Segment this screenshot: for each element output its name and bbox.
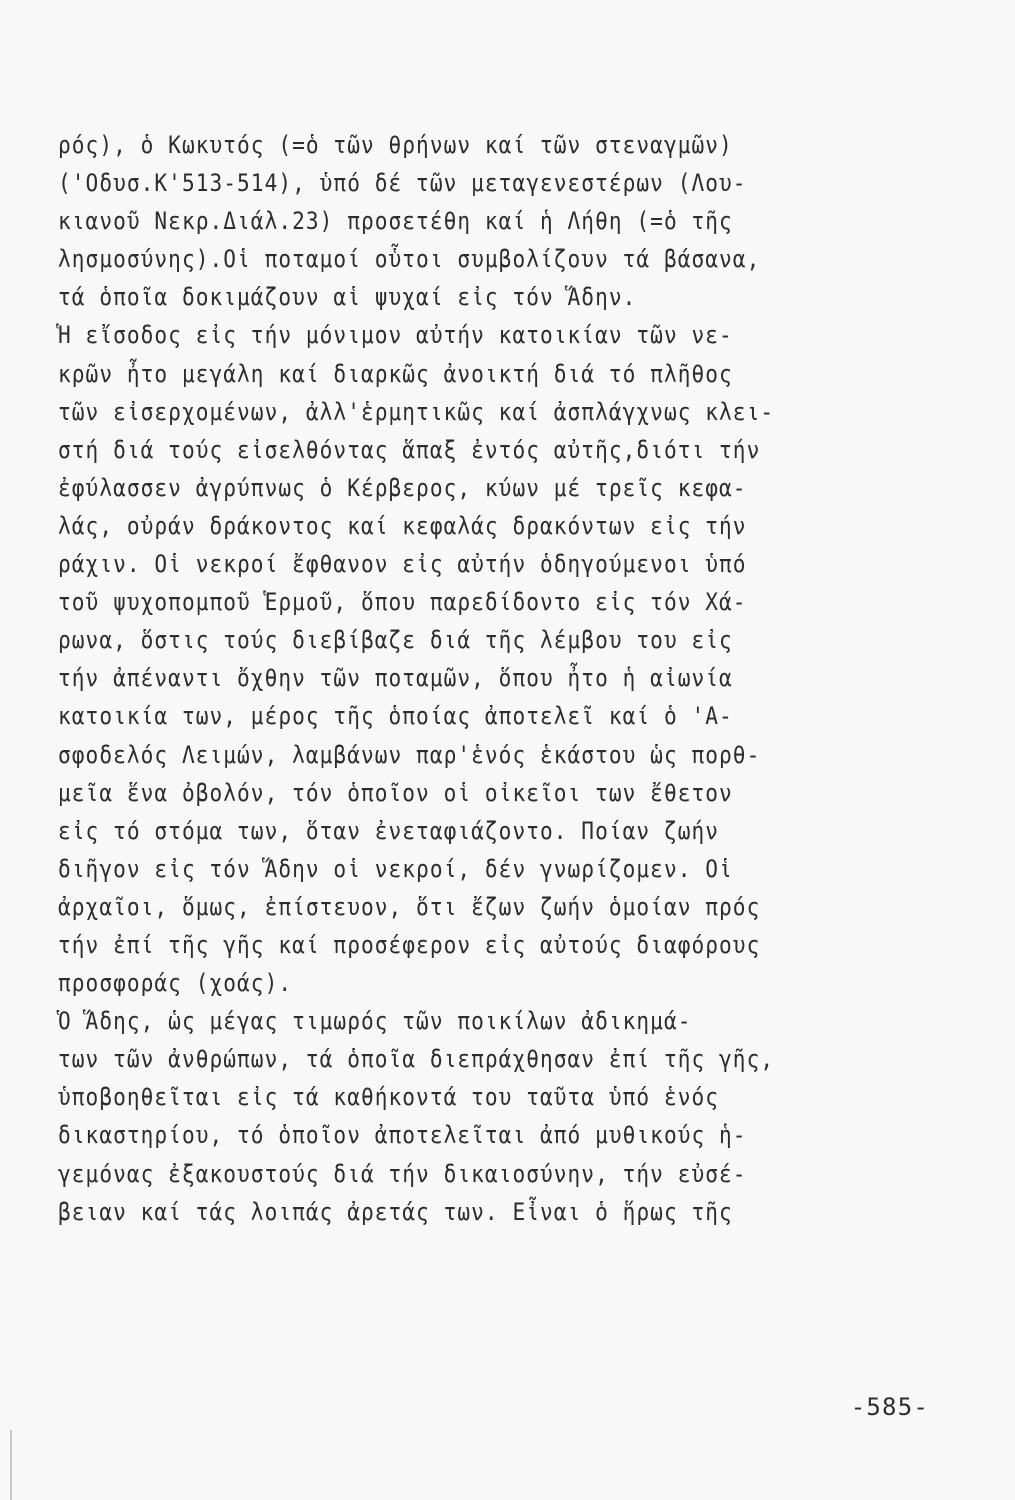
text-line: ἐφύλασσεν ἀγρύπνως ὁ Κέρβερος, κύων μέ τρεῖς κεφα- bbox=[58, 473, 747, 502]
text-line: ρός), ὁ Κωκυτός (=ὁ τῶν θρήνων καί τῶν στεναγμῶν) bbox=[58, 131, 733, 159]
text-line: τοῦ ψυχοπομποῦ Ἑρμοῦ, ὅπου παρεδίδοντο εἰς τόν Χά- bbox=[58, 588, 747, 617]
text-line: σφοδελός Λειμών, λαμβάνων παρ'ἑνός ἑκάστου ὡς πορθ- bbox=[58, 740, 761, 769]
text-line: Ἡ εἴσοδος εἰς τήν μόνιμον αὐτήν κατοικίαν τῶν νε- bbox=[58, 321, 733, 350]
text-line: ὑποβοηθεῖται εἰς τά καθήκοντά του ταῦτα ὑπό ἑνός bbox=[58, 1083, 720, 1112]
text-line: κατοικία των, μέρος τῆς ὁποίας ἀποτελεῖ καί ὁ 'Α- bbox=[58, 702, 733, 731]
text-line: γεμόνας ἐξακουστούς διά τήν δικαιοσύνην, τήν εὐσέ- bbox=[58, 1159, 747, 1188]
text-line: μεῖα ἕνα ὀβολόν, τόν ὁποῖον οἱ οἰκεῖοι των ἔθετον bbox=[58, 778, 733, 807]
text-line: τά ὁποῖα δοκιμάζουν αἱ ψυχαί εἰς τόν Ἅδην. bbox=[58, 283, 637, 312]
text-line: δικαστηρίου, τό ὁποῖον ἀποτελεῖται ἀπό μυθικούς ἡ- bbox=[58, 1121, 747, 1150]
text-line: τῶν εἰσερχομένων, ἀλλ'ἑρμητικῶς καί ἀσπλάγχνως κλει- bbox=[58, 397, 775, 426]
text-line: προσφοράς (χοάς). bbox=[58, 969, 293, 998]
text-line: ράχιν. Οἱ νεκροί ἔφθανον εἰς αὐτήν ὁδηγούμενοι ὑπό bbox=[58, 550, 747, 579]
scan-edge-mark bbox=[10, 1430, 12, 1500]
text-line: λάς, οὐράν δράκοντος καί κεφαλάς δρακόντων εἰς τήν bbox=[58, 511, 747, 540]
text-line: Ὁ Ἅδης, ὡς μέγας τιμωρός τῶν ποικίλων ἀδικημά- bbox=[58, 1007, 692, 1036]
text-line: στή διά τούς εἰσελθόντας ἅπαξ ἐντός αὐτῆς,διότι τήν bbox=[58, 435, 761, 464]
text-line: ('Οδυσ.Κ'513-514), ὑπό δέ τῶν μεταγενεστέρων (Λου- bbox=[58, 169, 747, 198]
text-line: ἀρχαῖοι, ὅμως, ἐπίστευον, ὅτι ἔζων ζωήν ὁμοίαν πρός bbox=[58, 892, 761, 921]
text-line: τήν ἐπί τῆς γῆς καί προσέφερον εἰς αὐτούς διαφόρους bbox=[58, 930, 761, 959]
page-number: -585- bbox=[850, 1393, 929, 1421]
text-line: κιανοῦ Νεκρ.Διάλ.23) προσετέθη καί ἡ Λήθη (=ὁ τῆς bbox=[58, 207, 733, 236]
text-line: των τῶν ἀνθρώπων, τά ὁποῖα διεπράχθησαν ἐπί τῆς γῆς, bbox=[58, 1045, 775, 1074]
text-line: ρωνα, ὅστις τούς διεβίβαζε διά τῆς λέμβου του εἰς bbox=[58, 626, 733, 655]
text-line: κρῶν ἦτο μεγάλη καί διαρκῶς ἀνοικτή διά τό πλῆθος bbox=[58, 359, 733, 388]
text-line: λησμοσύνης).Οἱ ποταμοί οὗτοι συμβολίζουν τά βάσανα, bbox=[58, 245, 761, 274]
text-line: βειαν καί τάς λοιπάς ἀρετάς των. Εἶναι ὁ ἥρως τῆς bbox=[58, 1197, 733, 1226]
text-line: τήν ἀπέναντι ὄχθην τῶν ποταμῶν, ὅπου ἦτο ἡ αἰωνία bbox=[58, 664, 733, 693]
body-text bbox=[58, 126, 938, 1231]
text-line: διῆγον εἰς τόν Ἅδην οἱ νεκροί, δέν γνωρίζομεν. Οἱ bbox=[58, 854, 733, 883]
text-line: εἰς τό στόμα των, ὅταν ἐνεταφιάζοντο. Ποίαν ζωήν bbox=[58, 816, 720, 845]
